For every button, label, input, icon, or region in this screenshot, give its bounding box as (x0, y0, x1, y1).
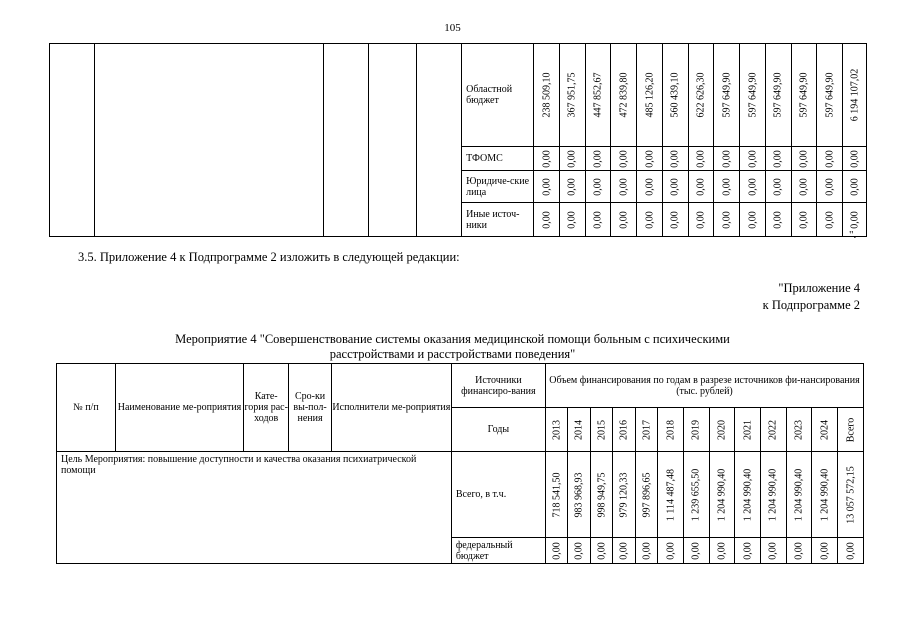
value-cell (838, 538, 864, 564)
value-cell (635, 452, 657, 538)
source-label: Всего, в т.ч. (451, 452, 545, 538)
cell-value: 0,00 (695, 210, 707, 229)
value-cell (590, 538, 612, 564)
cell-value: 0,00 (665, 541, 677, 560)
cell-value: 0,00 (845, 541, 856, 560)
measure-goal: Цель Мероприятия: повышение доступности и качества оказания психиатрической помощи (57, 452, 452, 564)
value-cell (812, 538, 838, 564)
value-cell (534, 44, 560, 147)
source-label: Иные источ-ники (462, 203, 534, 237)
cell-value: 0,00 (592, 210, 604, 229)
value-cell (714, 171, 740, 203)
cell-value: 597 649,90 (721, 72, 733, 118)
year-header (590, 408, 612, 452)
value-cell (709, 452, 735, 538)
cell-value: 1 204 990,40 (716, 468, 728, 521)
value-cell (714, 147, 740, 171)
value-cell (709, 538, 735, 564)
value-cell (740, 147, 766, 171)
cell-value: 622 626,30 (695, 72, 707, 118)
value-cell (765, 171, 791, 203)
header-sources: Источники финансиро-вания (451, 364, 545, 408)
cell-value: 1 204 990,40 (793, 468, 805, 521)
cell-value: 597 649,90 (772, 72, 784, 118)
cell-value: 0,00 (592, 149, 604, 168)
cell-value: 983 968,93 (573, 472, 585, 517)
value-cell (688, 203, 714, 237)
cell-value: 2018 (665, 419, 677, 440)
closing-quote: ". (849, 229, 857, 241)
cell-value: 0,00 (849, 149, 861, 168)
cell-value: 0,00 (772, 177, 784, 196)
value-cell (761, 452, 787, 538)
value-cell (791, 147, 817, 171)
cell-value: 447 852,67 (592, 72, 604, 118)
value-cell (740, 44, 766, 147)
measure-title-line-1: Мероприятие 4 "Совершенствование системы оказания медицинской помощи больным с психическими (175, 332, 730, 346)
cell-value: 718 541,50 (551, 472, 563, 517)
value-cell (843, 147, 867, 171)
cell-value: 2024 (819, 419, 831, 440)
header-volume: Объем финансирования по годам в разрезе источников фи-нансирования (тыс. рублей) (545, 364, 863, 408)
cell-value: 2016 (618, 419, 630, 440)
year-header (683, 408, 709, 452)
value-cell (613, 452, 635, 538)
value-cell (791, 44, 817, 147)
value-cell (843, 44, 867, 147)
value-cell (662, 44, 688, 147)
cell-value: 997 896,65 (641, 472, 653, 517)
measure-financing-table (56, 363, 864, 564)
amendment-paragraph: 3.5. Приложение 4 к Подпрограмме 2 изложить в следующей редакции: (78, 250, 460, 264)
value-cell (662, 171, 688, 203)
value-cell (559, 44, 585, 147)
year-header (838, 408, 864, 452)
value-cell (559, 147, 585, 171)
value-cell (585, 203, 611, 237)
cell-value: 2020 (716, 419, 728, 440)
cell-value: 0,00 (824, 149, 836, 168)
value-cell (740, 203, 766, 237)
cell-value: 0,00 (541, 149, 553, 168)
cell-value: 0,00 (716, 541, 728, 560)
header-terms: Сро-ки вы-пол-нения (289, 364, 332, 452)
value-cell (812, 452, 838, 538)
cell-value: 597 649,90 (824, 72, 836, 118)
cell-value: 0,00 (644, 210, 656, 229)
cell-value: 6 194 107,02 (849, 68, 861, 122)
cell-value: 0,00 (551, 541, 563, 560)
value-cell (559, 171, 585, 203)
cell-value: 0,00 (644, 177, 656, 196)
source-label: Юридиче-ские лица (462, 171, 534, 203)
value-cell (559, 203, 585, 237)
cell-value: 0,00 (695, 149, 707, 168)
cell-value: 0,00 (824, 177, 836, 196)
empty-col-name (95, 44, 324, 237)
value-cell (611, 44, 637, 147)
value-cell (765, 203, 791, 237)
cell-value: 0,00 (669, 177, 681, 196)
year-header (568, 408, 590, 452)
value-cell (817, 171, 843, 203)
value-cell (817, 203, 843, 237)
cell-value: 998 949,75 (596, 472, 608, 517)
cell-value: 0,00 (573, 541, 585, 560)
cell-value: 2023 (793, 419, 805, 440)
value-cell (568, 538, 590, 564)
value-cell (637, 203, 663, 237)
cell-value: Всего (845, 417, 856, 442)
cell-value: 0,00 (695, 177, 707, 196)
value-cell (714, 44, 740, 147)
value-cell (585, 147, 611, 171)
cell-value: 0,00 (541, 177, 553, 196)
cell-value: 1 204 990,40 (767, 468, 779, 521)
table-row (57, 452, 864, 538)
year-header (635, 408, 657, 452)
empty-col-category (324, 44, 369, 237)
cell-value: 0,00 (798, 149, 810, 168)
value-cell (786, 452, 812, 538)
page-number: 105 (444, 22, 461, 34)
cell-value: 0,00 (541, 210, 553, 229)
cell-value: 0,00 (824, 210, 836, 229)
value-cell (761, 538, 787, 564)
empty-col-executors (416, 44, 461, 237)
cell-value: 597 649,90 (798, 72, 810, 118)
cell-value: 485 126,20 (644, 72, 656, 118)
empty-col-num (50, 44, 95, 237)
year-header (545, 408, 567, 452)
value-cell (534, 171, 560, 203)
cell-value: 0,00 (641, 541, 653, 560)
value-cell (635, 538, 657, 564)
cell-value: 472 839,80 (618, 72, 630, 118)
cell-value: 0,00 (849, 210, 861, 229)
cell-value: 1 239 655,50 (690, 468, 702, 521)
year-header (786, 408, 812, 452)
value-cell (545, 538, 567, 564)
cell-value: 0,00 (849, 177, 861, 196)
value-cell (683, 538, 709, 564)
cell-value: 0,00 (618, 541, 630, 560)
cell-value: 0,00 (819, 541, 831, 560)
value-cell (735, 538, 761, 564)
cell-value: 2014 (573, 419, 585, 440)
cell-value: 0,00 (669, 149, 681, 168)
source-label: Областной бюджет (462, 44, 534, 147)
value-cell (735, 452, 761, 538)
cell-value: 0,00 (644, 149, 656, 168)
value-cell (585, 44, 611, 147)
value-cell (585, 171, 611, 203)
value-cell (791, 203, 817, 237)
cell-value: 0,00 (566, 210, 578, 229)
value-cell (843, 171, 867, 203)
cell-value: 0,00 (798, 210, 810, 229)
header-years-label: Годы (451, 408, 545, 452)
value-cell (568, 452, 590, 538)
year-header (658, 408, 684, 452)
value-cell (662, 147, 688, 171)
cell-value: 979 120,33 (618, 472, 630, 517)
value-cell (688, 44, 714, 147)
cell-value: 2021 (742, 419, 754, 440)
value-cell (613, 538, 635, 564)
header-executors: Исполнители ме-роприятия (331, 364, 451, 452)
cell-value: 0,00 (566, 149, 578, 168)
value-cell (658, 538, 684, 564)
cell-value: 0,00 (793, 541, 805, 560)
value-cell (662, 203, 688, 237)
year-header (709, 408, 735, 452)
cell-value: 1 204 990,40 (742, 468, 754, 521)
value-cell (765, 44, 791, 147)
cell-value: 597 649,90 (747, 72, 759, 118)
cell-value: 0,00 (618, 210, 630, 229)
cell-value: 1 114 487,48 (665, 468, 677, 521)
cell-value: 238 509,10 (541, 72, 553, 118)
cell-value: 0,00 (721, 177, 733, 196)
value-cell (765, 147, 791, 171)
measure-title-line-2: расстройствами и расстройствами поведения" (329, 347, 576, 361)
cell-value: 0,00 (747, 210, 759, 229)
cell-value: 13 057 572,15 (845, 465, 856, 524)
header-name: Наименование ме-роприятия (115, 364, 243, 452)
value-cell (688, 147, 714, 171)
cell-value: 2013 (551, 419, 563, 440)
value-cell (688, 171, 714, 203)
cell-value: 367 951,75 (566, 72, 578, 118)
value-cell (637, 171, 663, 203)
value-cell (838, 452, 864, 538)
value-cell (534, 203, 560, 237)
cell-value: 0,00 (690, 541, 702, 560)
cell-value: 0,00 (772, 149, 784, 168)
cell-value: 0,00 (721, 149, 733, 168)
cell-value: 1 204 990,40 (819, 468, 831, 521)
year-header (812, 408, 838, 452)
header-num: № п/п (57, 364, 116, 452)
value-cell (611, 203, 637, 237)
cell-value: 0,00 (596, 541, 608, 560)
cell-value: 2017 (641, 419, 653, 440)
cell-value: 0,00 (721, 210, 733, 229)
source-label: федеральный бюджет (451, 538, 545, 564)
value-cell (611, 147, 637, 171)
cell-value: 0,00 (618, 177, 630, 196)
value-cell (786, 538, 812, 564)
appendix-line-2: к Подпрограмме 2 (762, 298, 860, 312)
value-cell (637, 147, 663, 171)
table-row (50, 44, 867, 147)
cell-value: 0,00 (566, 177, 578, 196)
cell-value: 0,00 (669, 210, 681, 229)
value-cell (611, 171, 637, 203)
value-cell (534, 147, 560, 171)
cell-value: 2022 (767, 419, 779, 440)
cell-value: 0,00 (767, 541, 779, 560)
value-cell (545, 452, 567, 538)
cell-value: 0,00 (772, 210, 784, 229)
cell-value: 0,00 (798, 177, 810, 196)
year-header (761, 408, 787, 452)
cell-value: 560 439,10 (669, 72, 681, 118)
appendix-line-1: "Приложение 4 (778, 281, 860, 295)
value-cell (714, 203, 740, 237)
value-cell (817, 147, 843, 171)
value-cell (740, 171, 766, 203)
cell-value: 2015 (596, 419, 608, 440)
cell-value: 0,00 (742, 541, 754, 560)
value-cell (683, 452, 709, 538)
cell-value: 0,00 (618, 149, 630, 168)
source-label: ТФОМС (462, 147, 534, 171)
header-category: Кате-гория рас-ходов (244, 364, 289, 452)
cell-value: 0,00 (592, 177, 604, 196)
cell-value: 2019 (690, 419, 702, 440)
value-cell (590, 452, 612, 538)
year-header (613, 408, 635, 452)
year-header (735, 408, 761, 452)
top-financing-table (49, 43, 867, 237)
cell-value: 0,00 (747, 149, 759, 168)
empty-col-terms (369, 44, 416, 237)
value-cell (658, 452, 684, 538)
value-cell (791, 171, 817, 203)
cell-value: 0,00 (747, 177, 759, 196)
value-cell (817, 44, 843, 147)
value-cell (637, 44, 663, 147)
